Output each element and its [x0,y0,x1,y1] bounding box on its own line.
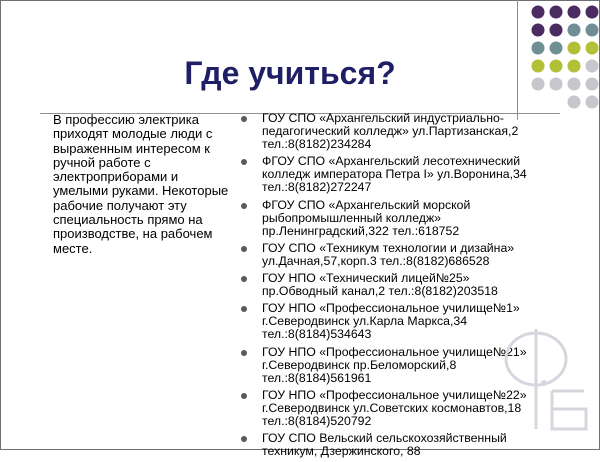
institutions-list [240,112,540,462]
dot [586,60,599,73]
bullet-icon [241,276,247,282]
bullet-icon [241,203,247,209]
dot [568,78,581,91]
dot [586,78,599,91]
dot [532,78,545,91]
dot [586,96,599,109]
list-item [240,155,540,194]
dot [532,6,545,19]
list-item-text: ГОУ СПО Вельский сельскохозяйственный техникум, Дзержинского, 88 [262,431,507,459]
dot [568,42,581,55]
dot [550,60,563,73]
dot [568,6,581,19]
slide-title: Где учиться? [184,55,396,91]
bullet-icon [241,306,247,312]
dot [550,6,563,19]
list-item [240,112,540,151]
watermark-letter-b [552,391,586,429]
list-item [240,302,540,341]
fib-logo-watermark [500,325,590,435]
list-item [240,389,540,428]
dot [550,42,563,55]
list-item-text: ГОУ СПО «Архангельский индустриально-педагогический колледж» ул.Партизанская,2 тел.:8(8182)234284 [262,111,519,152]
intro-paragraph: В профессию электрика приходят молодые люди с выраженным интересом к ручной работе с электроприборами и умелыми руками. Некоторые рабочие получают эту специальность прямо на производстве, на рабочем месте. [53,112,229,256]
bullet-icon [241,350,247,356]
dot [568,24,581,37]
dot [586,42,599,55]
bullet-icon [241,393,247,399]
dot [550,78,563,91]
dot [568,96,581,109]
list-item-text: ГОУ НПО «Профессиональное училище№1» г.Северодвинск ул.Карла Маркса,34 тел.:8(8184)534643 [262,301,520,342]
list-item-text: ФГОУ СПО «Архангельский морской рыбопромышленный колледж» пр.Ленинградский,322 тел.:618752 [262,197,471,238]
list-item-text: ФГОУ СПО «Архангельский лесотехнический колледж императора Петра I» ул.Воронина,34 тел.:8(8182)272247 [262,154,527,195]
list-item-text: ГОУ НПО «Профессиональное училище№22» г.Северодвинск ул.Советских космонавтов,18 тел.:8(8184)520792 [262,387,527,428]
list-item [240,346,540,385]
bullet-icon [241,436,247,442]
dot [532,24,545,37]
bullet-icon [241,116,247,122]
dot [586,24,599,37]
dot [532,60,545,73]
dot [586,6,599,19]
watermark-dot [541,380,547,386]
dot [550,24,563,37]
bullet-icon [241,246,247,252]
dot [532,42,545,55]
list-item [240,432,540,458]
vertical-divider [517,0,518,120]
dot [568,60,581,73]
list-item [240,242,540,268]
dot-grid-group [532,6,599,109]
list-item-text: ГОУ НПО «Технический лицей№25» пр.Обводный канал,2 тел.:8(8182)203518 [262,271,498,299]
list-item [240,272,540,298]
list-item [240,199,540,238]
list-item-text: ГОУ СПО «Техникум технологии и дизайна» ул.Дачная,57,корп.3 тел.:8(8182)686528 [262,240,515,268]
bullet-icon [241,159,247,165]
list-item-text: ГОУ НПО «Профессиональное училище№21» г.Северодвинск пр.Беломорский,8 тел.:8(8184)561961 [262,344,527,385]
